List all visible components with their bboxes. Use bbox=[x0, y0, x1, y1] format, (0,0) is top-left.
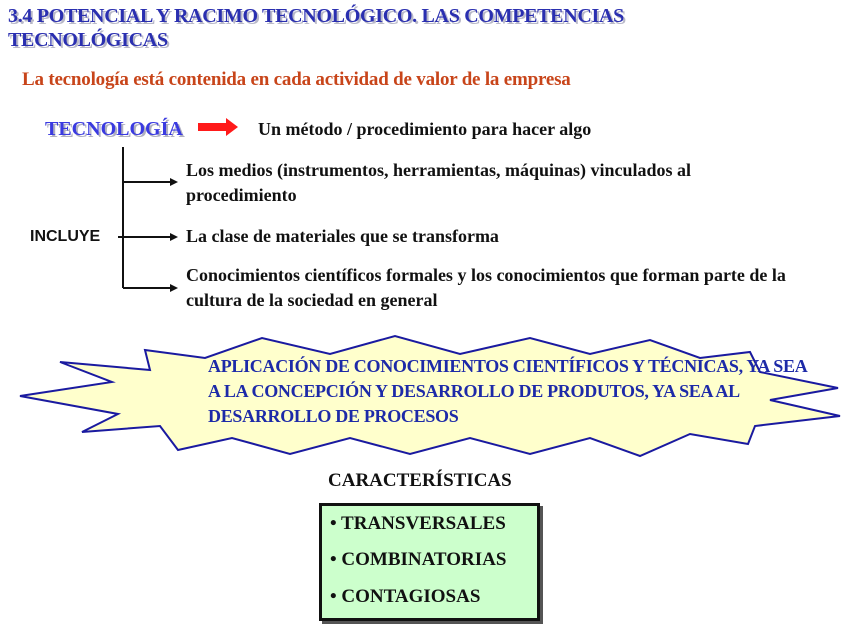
characteristics-heading: CARACTERÍSTICAS bbox=[328, 470, 512, 491]
characteristic-combinatorias: • COMBINATORIAS bbox=[330, 549, 507, 570]
characteristic-contagiosas: • CONTAGIOSAS bbox=[330, 586, 481, 607]
characteristic-transversales: • TRANSVERSALES bbox=[330, 513, 506, 534]
includes-label: INCLUYE bbox=[30, 228, 101, 245]
slide-title: 3.4 POTENCIAL Y RACIMO TECNOLÓGICO. LAS COMPETENCIAS TECNOLÓGICAS bbox=[8, 5, 624, 51]
technology-word: TECNOLOGÍA bbox=[45, 118, 183, 140]
includes-item-knowledge: Conocimientos científicos formales y los conocimientos que forman parte de la cultura de la sociedad en general bbox=[186, 265, 786, 310]
slide-subtitle: La tecnología está contenida en cada actividad de valor de la empresa bbox=[22, 69, 571, 90]
includes-item-means: Los medios (instrumentos, herramientas, máquinas) vinculados al procedimiento bbox=[186, 160, 692, 205]
includes-item-materials: La clase de materiales que se transforma bbox=[186, 226, 499, 246]
starburst-text: APLICACIÓN DE CONOCIMIENTOS CIENTÍFICOS Y TÉCNICAS, YA SEA A LA CONCEPCIÓN Y DESARROLLO DE PRODUTOS, YA SEA AL DESARROLLO DE PROCESOS bbox=[208, 356, 807, 426]
technology-definition: Un método / procedimiento para hacer algo bbox=[258, 119, 592, 139]
